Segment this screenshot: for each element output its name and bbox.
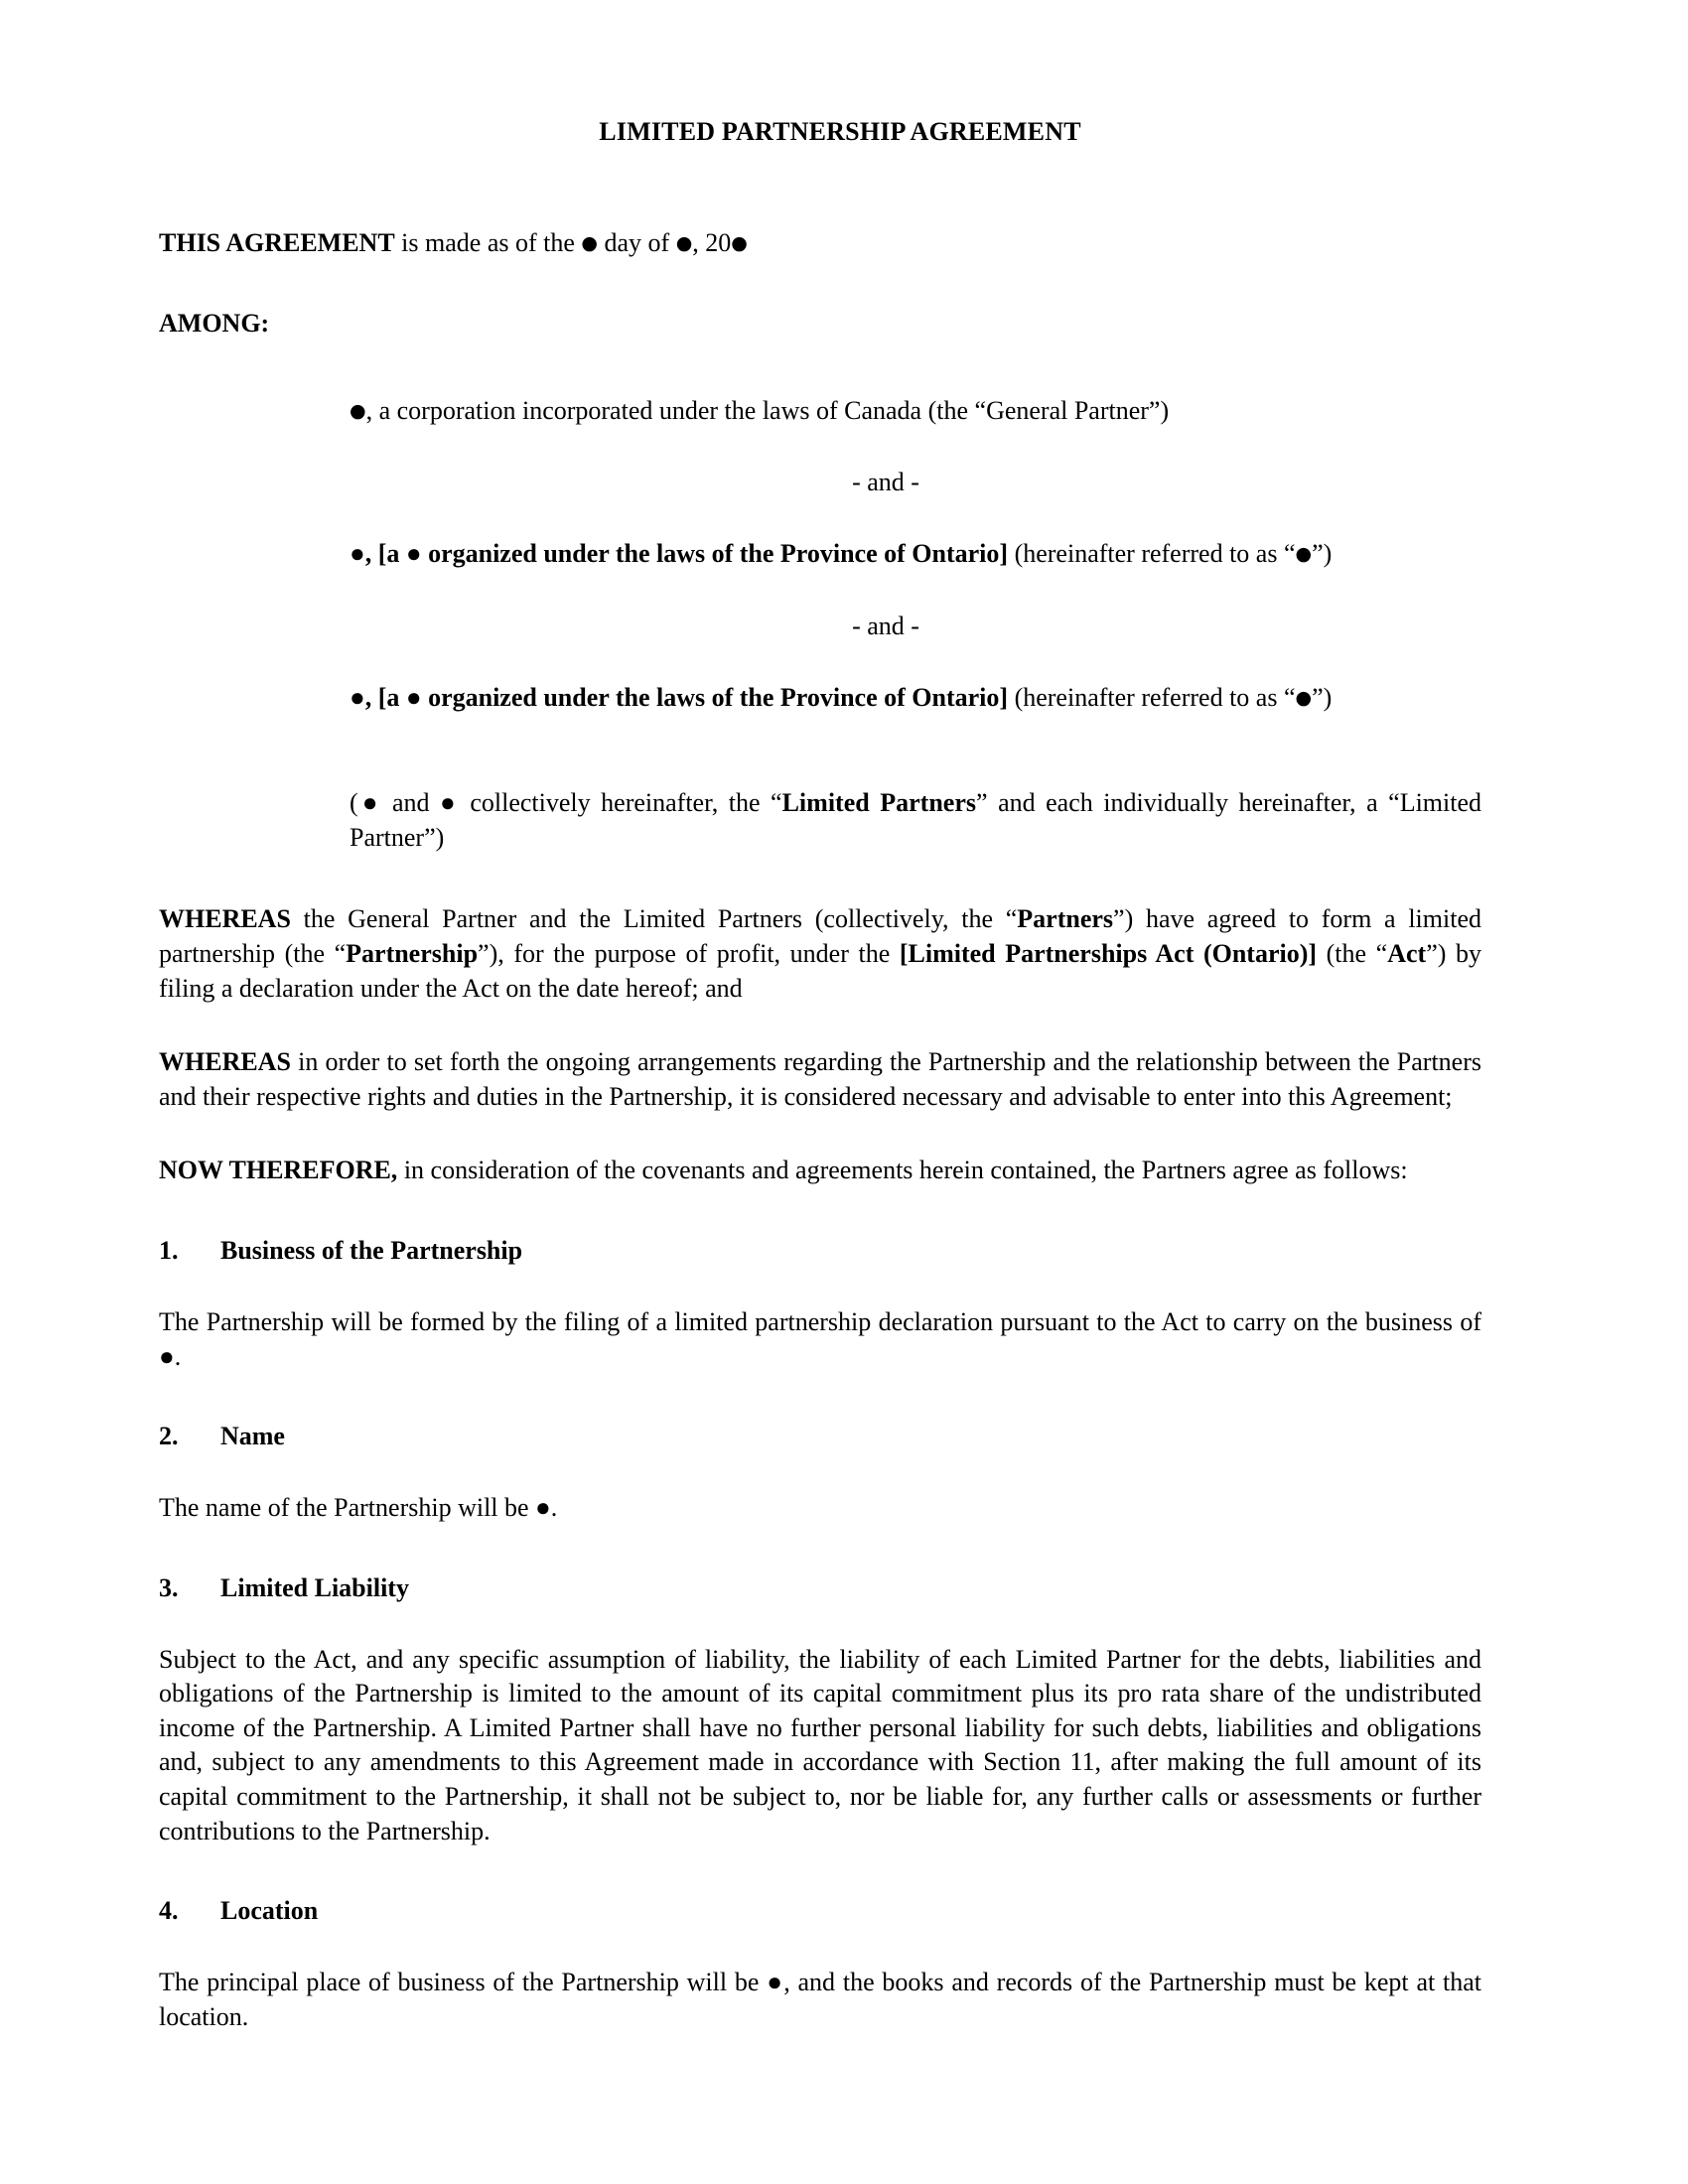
spacer [159,1374,1481,1422]
spacer [159,715,1481,786]
agreement-text-2: day of [598,228,676,257]
section-number-4: 4. [159,1896,179,1926]
agreement-text-1: is made as of the [394,228,582,257]
spacer [159,1006,1481,1045]
recital-1-seg-2: ”) have agreed to form a limited partnership (the “ [159,904,1481,969]
limited-partners-defined-term: Limited Partners [781,788,976,818]
and-separator-2: - and - [852,611,919,640]
section-number-1: 1. [159,1235,179,1265]
spacer [159,1603,1481,1643]
among-label: AMONG: [159,308,270,338]
recital-1-seg-4: (the “ [1317,939,1388,969]
section-title-4: Location [220,1896,319,1926]
bullet-icon: ● [1295,543,1313,566]
party-collective-definition [350,786,1481,855]
and-separator-1: - and - [852,468,919,497]
now-therefore-lead: NOW THEREFORE, [159,1156,398,1185]
now-therefore-text: in consideration of the covenants and agreements herein contained, the Partners agree as follows: [397,1156,1408,1185]
recital-1-seg-1: the General Partner and the Limited Partners (collectively, the “ [290,904,1018,934]
bullet-icon: ● [350,399,366,422]
section-body-3: Subject to the Act, and any specific assumption of liability, the liability of each Limited Partner for the debts, liabilities and obligations of the Partnership is limited to the amount of its capital commitment plus its pro rata share of the undistributed income of the Partnership. A Limited Partner shall have no further personal liability for such debts, liabilities and obligations and, subject to any amendments to this Agreement made in accordance with Section 11, after making the full amount of its capital commitment to the Partnership, it shall not be subject to, nor be liable for, any further calls or assessments or further contributions to the Partnership. [159,1644,1481,1845]
section-number-3: 3. [159,1572,179,1602]
section-heading-4 [159,1896,1481,1926]
agreement-date-paragraph [159,226,1481,261]
recital-whereas-1 [159,902,1481,1006]
bullet-icon: ● [581,232,598,254]
spacer [159,1266,1481,1305]
limited-partnerships-act-reference: [Limited Partnerships Act (Ontario)] [899,939,1318,969]
recital-2-text: in order to set forth the ongoing arrangements regarding the Partnership and the relationship between the Partners and their respective rights and duties in the Partnership, it is considered necessary and advisable to enter into this Agreement; [159,1047,1481,1111]
section-title-3: Limited Liability [220,1572,409,1602]
spacer [159,1451,1481,1491]
section-number-2: 2. [159,1422,179,1451]
agreement-text-3: , 20 [692,228,732,257]
recital-1-seg-5: ”) by filing a declaration under the Act on the date hereof; and [159,939,1482,1003]
bullet-icon: ● [1295,686,1313,709]
recital-whereas-2 [159,1045,1481,1114]
spacer [159,855,1481,902]
spacer [159,497,1481,537]
lp2-lead: ●, [a [350,682,406,712]
spacer [159,1848,1481,1896]
agreement-lead-label: THIS AGREEMENT [159,228,395,257]
lp1-tail-1: (hereinafter referred to as “ [1008,539,1296,569]
bullet-icon: ● [675,232,693,254]
lp2-tail-2: ”) [1312,682,1333,712]
partners-defined-term: Partners [1017,904,1114,934]
section-heading-3 [159,1573,1481,1603]
section-heading-1 [159,1236,1481,1266]
spacer [159,641,1481,681]
whereas-lead-1: WHEREAS [159,904,291,934]
section-body-1: The Partnership will be formed by the filing of a limited partnership declaration pursuant to the Act to carry on the business of ●. [159,1306,1481,1371]
lp2-bold-mid: ● organized under the laws of the Province of Ontario] [405,682,1009,712]
collective-text-2: ” and each individually hereinafter, a “Limited Partner”) [350,788,1482,852]
act-defined-term: Act [1387,939,1427,969]
spacer [159,339,1481,394]
section-heading-2 [159,1422,1481,1451]
lp2-tail-1: (hereinafter referred to as “ [1008,682,1296,712]
spacer [159,1926,1481,1966]
general-partner-text: , a corporation incorporated under the laws of Canada (the “General Partner”) [365,395,1170,425]
lp1-lead: ●, [a [350,539,406,569]
page-title: LIMITED PARTNERSHIP AGREEMENT [599,117,1081,146]
title-spacer [159,147,1481,226]
party-general-partner [350,394,1481,429]
partnership-defined-term: Partnership [346,939,479,969]
recital-1-seg-3: ”), for the purpose of profit, under the [478,939,900,969]
spacer [159,261,1481,309]
collective-text-1: (● and ● collectively hereinafter, the “ [350,788,782,818]
lp1-bold-mid: ● organized under the laws of the Province of Ontario] [405,539,1009,569]
spacer [159,1526,1481,1573]
party-limited-partner-1 [350,537,1481,572]
section-body-4: The principal place of business of the Partnership will be ●, and the books and records of the Partnership must be kept at that location. [159,1968,1481,2031]
section-title-1: Business of the Partnership [220,1235,523,1265]
party-limited-partner-2 [350,681,1481,716]
whereas-lead-2: WHEREAS [159,1047,291,1077]
spacer [159,572,1481,612]
now-therefore-paragraph [159,1154,1481,1188]
spacer [159,1188,1481,1236]
spacer [159,428,1481,468]
section-title-2: Name [220,1422,285,1451]
lp1-tail-2: ”) [1312,539,1333,569]
spacer [159,1114,1481,1154]
bullet-icon: ● [731,232,748,254]
section-body-2: The name of the Partnership will be ●. [159,1493,558,1523]
